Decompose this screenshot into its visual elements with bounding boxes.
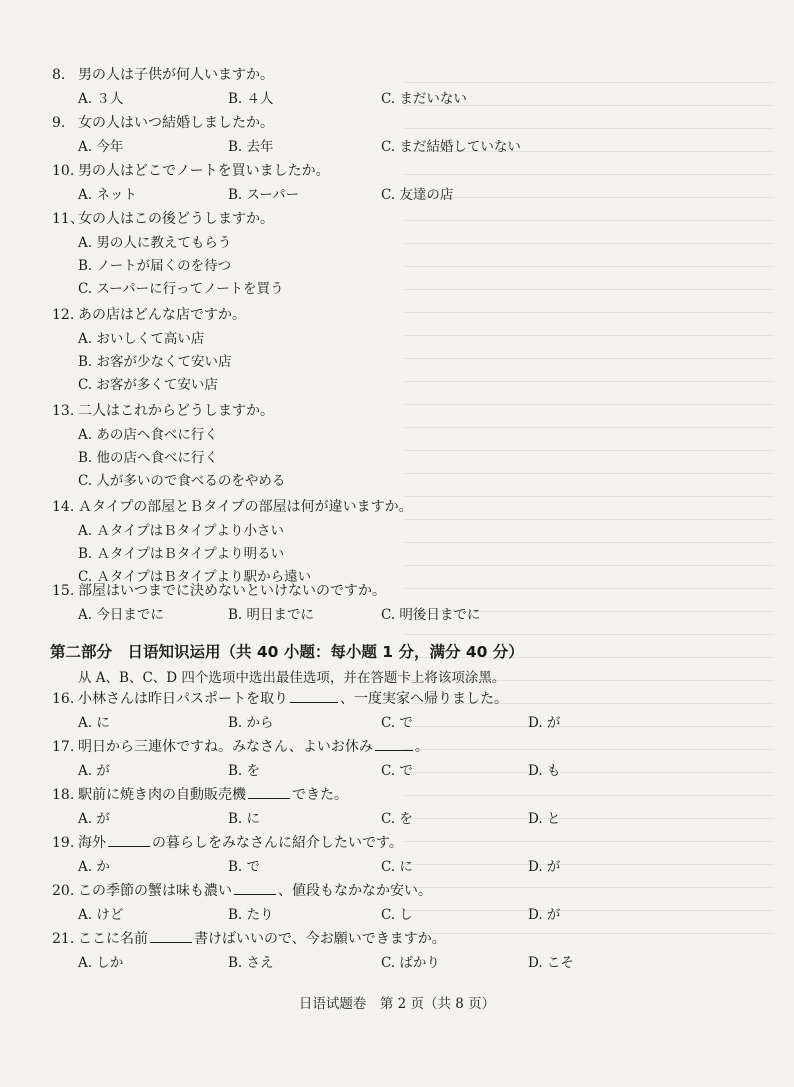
question-text: 部屋はいつまでに決めないといけないのですか。: [78, 583, 386, 599]
option-a: A. が: [78, 811, 110, 827]
option-c: C. で: [381, 715, 413, 731]
question-20: [52, 882, 432, 900]
question-number: 9.: [52, 115, 66, 131]
option-c: C. まだいない: [381, 91, 467, 107]
bleed-through-texture: [404, 60, 774, 1020]
question-number: 12.: [52, 307, 75, 323]
option-a: A. ネット: [78, 187, 137, 203]
option-c: C. を: [381, 811, 413, 827]
option-c: C. し: [381, 907, 413, 923]
question-text-before-blank: 小林さんは昨日パスポートを取り: [78, 691, 288, 707]
option-c: C. で: [381, 763, 413, 779]
question-number: 14.: [52, 499, 75, 515]
option-d: D. こそ: [528, 955, 574, 971]
question-21: [52, 930, 446, 948]
question-text-before-blank: 駅前に焼き肉の自動販売機: [78, 787, 246, 803]
question-text-after-blank: 、値段もなかなか安い。: [278, 883, 432, 899]
question-text: 男の人は子供が何人いますか。: [78, 67, 274, 83]
question-text: 男の人はどこでノートを買いましたか。: [78, 163, 330, 179]
option-b: B. に: [228, 811, 261, 827]
answer-blank: [234, 882, 276, 895]
question-11: [52, 210, 274, 228]
question-text-after-blank: できた。: [292, 787, 348, 803]
option-b: B. たり: [228, 907, 274, 923]
option-b: B. で: [228, 859, 261, 875]
question-15: [52, 582, 386, 600]
question-text: 二人はこれからどうしますか。: [78, 403, 274, 419]
answer-blank: [248, 786, 290, 799]
option-c: C. 人が多いので食べるのをやめる: [78, 473, 286, 489]
option-c: C. ＡタイプはＢタイプより駅から遠い: [78, 569, 312, 585]
question-text-after-blank: 、一度実家へ帰りました。: [340, 691, 508, 707]
answer-blank: [150, 930, 192, 943]
section-2-title: 第二部分 日语知识运用（共 40 小题：每小题 1 分，满分 40 分）: [50, 643, 524, 661]
question-8: [52, 66, 274, 84]
question-number: 10.: [52, 163, 75, 179]
option-a: A. 男の人に教えてもらう: [78, 235, 232, 251]
question-number: 11、: [52, 211, 84, 227]
option-a: A. ３人: [78, 91, 124, 107]
question-number: 15.: [52, 583, 75, 599]
question-text-before-blank: この季節の蟹は味も濃い: [78, 883, 232, 899]
question-17: [52, 738, 429, 756]
option-a: A. しか: [78, 955, 124, 971]
question-number: 18.: [52, 787, 75, 803]
question-number: 21.: [52, 931, 75, 947]
answer-blank: [290, 690, 338, 703]
question-text: Ａタイプの部屋とＢタイプの部屋は何が違いますか。: [78, 499, 413, 515]
question-10: [52, 162, 330, 180]
option-b: B. お客が少なくて安い店: [78, 354, 232, 370]
option-b: B. ノートが届くのを待つ: [78, 258, 232, 274]
option-d: D. が: [528, 907, 561, 923]
question-text: 女の人はこの後どうしますか。: [78, 211, 274, 227]
question-text: 女の人はいつ結婚しましたか。: [78, 115, 274, 131]
question-text-before-blank: 明日から三連休ですね。みなさん、よいお休み: [78, 739, 373, 755]
question-text-before-blank: 海外: [78, 835, 106, 851]
option-b: B. 明日までに: [228, 607, 315, 623]
question-text-after-blank: 書けばいいので、今お願いできますか。: [194, 931, 446, 947]
option-a: A. けど: [78, 907, 124, 923]
answer-blank: [108, 834, 150, 847]
question-text: あの店はどんな店ですか。: [78, 307, 246, 323]
option-c: C. 明後日までに: [381, 607, 481, 623]
question-number: 17.: [52, 739, 75, 755]
section-2-instruction: 从 A、B、C、D 四个选项中选出最佳选项，并在答题卡上将该项涂黑。: [78, 670, 506, 686]
question-12: [52, 306, 246, 324]
option-a: A. が: [78, 763, 110, 779]
option-d: D. と: [528, 811, 561, 827]
answer-blank: [375, 738, 413, 751]
option-b: B. さえ: [228, 955, 274, 971]
question-16: [52, 690, 508, 708]
option-c: C. に: [381, 859, 413, 875]
option-b: B. 去年: [228, 139, 274, 155]
option-b: B. スーパー: [228, 187, 300, 203]
question-number: 20.: [52, 883, 75, 899]
option-d: D. が: [528, 715, 561, 731]
option-a: A. おいしくて高い店: [78, 331, 205, 347]
question-text-after-blank: の暮らしをみなさんに紹介したいです。: [152, 835, 403, 851]
option-a: A. に: [78, 715, 110, 731]
option-b: B. 他の店へ食べに行く: [78, 450, 219, 466]
option-b: B. ＡタイプはＢタイプより明るい: [78, 546, 285, 562]
option-a: A. か: [78, 859, 110, 875]
option-a: A. 今日までに: [78, 607, 164, 623]
question-18: [52, 786, 348, 804]
option-c: C. ばかり: [381, 955, 440, 971]
question-number: 16.: [52, 691, 75, 707]
page-footer: 日语试题卷 第 2 页（共 8 页）: [298, 996, 496, 1012]
option-b: B. ４人: [228, 91, 274, 107]
question-text-before-blank: ここに名前: [78, 931, 148, 947]
question-number: 8.: [52, 67, 66, 83]
question-text-after-blank: 。: [414, 739, 429, 755]
question-9: [52, 114, 274, 132]
option-c: C. スーパーに行ってノートを買う: [78, 281, 284, 297]
question-19: [52, 834, 403, 852]
question-13: [52, 402, 274, 420]
option-b: B. を: [228, 763, 261, 779]
option-d: D. が: [528, 859, 561, 875]
option-b: B. から: [228, 715, 274, 731]
question-14: [52, 498, 413, 516]
question-number: 13.: [52, 403, 75, 419]
question-number: 19.: [52, 835, 75, 851]
option-c: C. 友達の店: [381, 187, 454, 203]
option-a: A. あの店へ食べに行く: [78, 427, 218, 443]
option-a: A. 今年: [78, 139, 124, 155]
option-d: D. も: [528, 763, 561, 779]
option-c: C. まだ結婚していない: [381, 139, 521, 155]
option-a: A. ＡタイプはＢタイプより小さい: [78, 523, 284, 539]
option-c: C. お客が多くて安い店: [78, 377, 218, 393]
